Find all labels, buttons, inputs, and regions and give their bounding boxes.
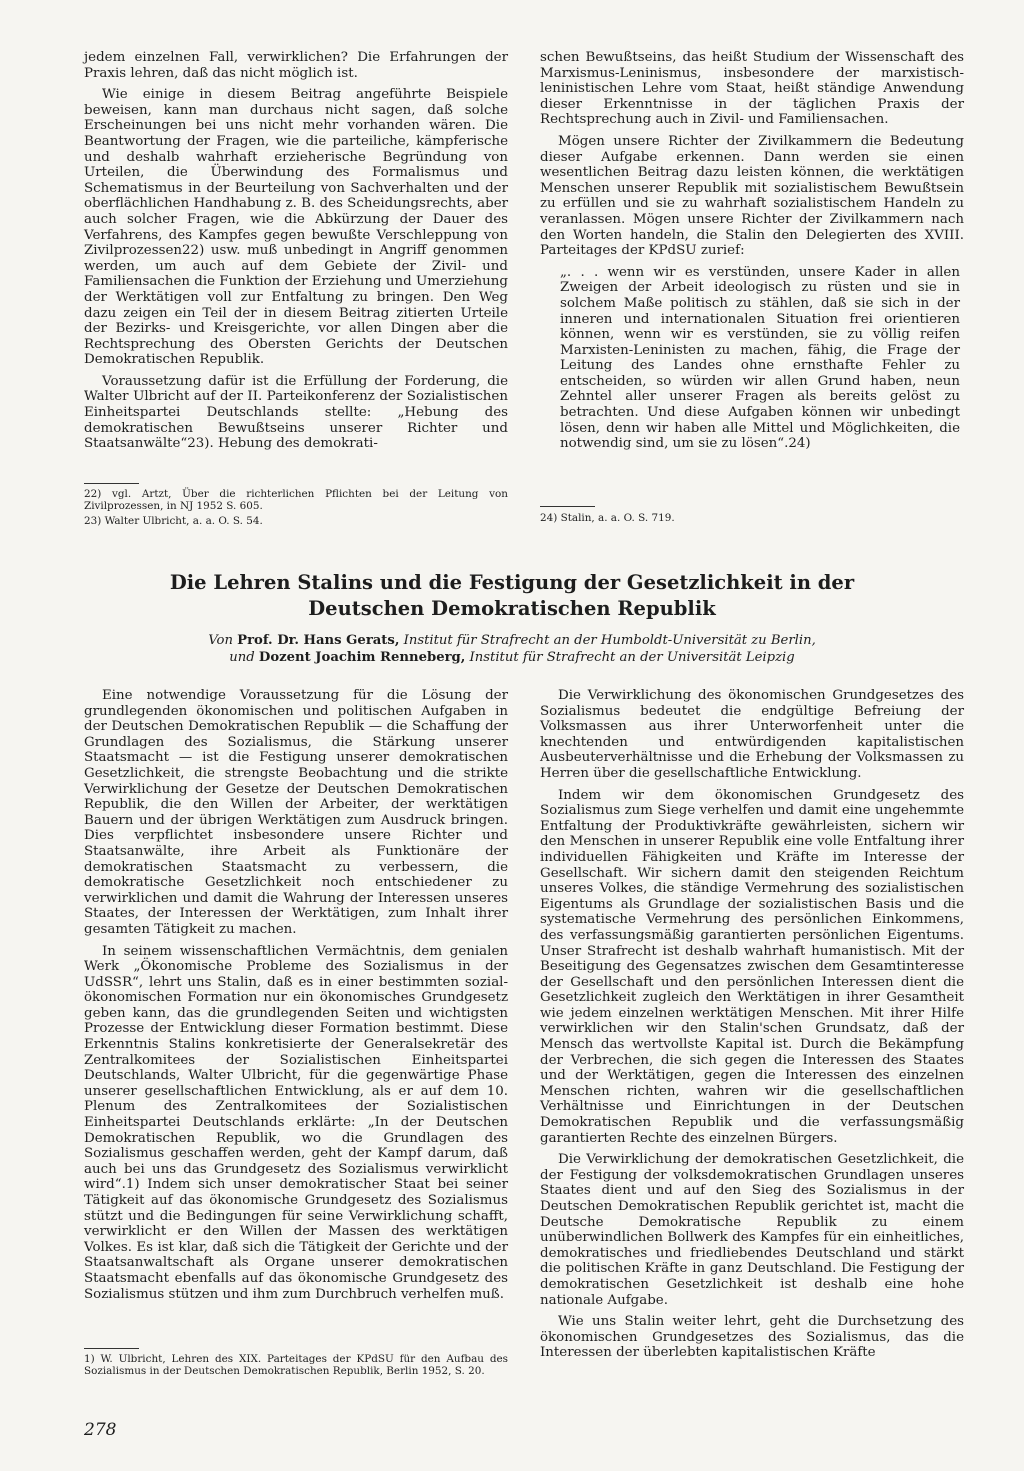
bottom-right-column [540, 688, 964, 1367]
paragraph: Voraussetzung dafür ist die Erfüllung der Forderung, die Walter Ulbricht auf der II. Parteikonferenz der Sozialistischen Einheitspartei Deutschlands stellte: „Hebung des demokratischen Bewußtseins unserer Richter und Staatsanwälte“23). Hebung des demokrati- [84, 373, 508, 452]
footnote-rule [540, 506, 595, 507]
article-title-line: Deutschen Demokratischen Republik [308, 597, 716, 620]
footnote-23: 23) Walter Ulbricht, a. a. O. S. 54. [84, 514, 263, 527]
paragraph: Eine notwendige Voraussetzung für die Lösung der grundlegenden ökonomischen und politischen Aufgaben in der Deutschen Demokratischen Republik — die Schaffung der Grundlagen des Sozialismus, die Stärkung unserer Staatsmacht — ist die Festigung unserer demokratischen Gesetzlichkeit, die strengste Beobachtung und die strikte Verwirklichung der Gesetze der Deutschen Demokratischen Republik, die den Willen der Arbeiter, der werktätigen Bauern und der übrigen Werktätigen zum Ausdruck bringen. Dies verpflichtet insbesondere unsere Richter und Staatsanwälte, ihre Arbeit als Funktionäre der demokratischen Staatsmacht zu verbessern, die demokratische Gesetzlichkeit noch entschiedener zu verwirklichen und damit die Wahrung der Interessen unseres Staates, der Interessen der Werktätigen, zum Inhalt ihrer gesamten Tätigkeit zu machen. [84, 688, 508, 937]
page-number: 278 [84, 1420, 117, 1440]
footnote-rule [84, 483, 139, 484]
top-left-footnotes [84, 488, 508, 529]
paragraph: In seinem wissenschaftlichen Vermächtnis, dem genialen Werk „Ökonomische Probleme des Sozialismus in der UdSSR“, lehrt uns Stalin, daß es in einer bestimmten sozial-ökonomischen Formation nur ein ökonomisches Grundgesetz geben kann, das die grundlegenden Seiten und wichtigsten Prozesse der Entwicklung dieser Formation bestimmt. Diese Erkenntnis Stalins konkretisierte der Generalsekretär des Zentralkomitees der Sozialistischen Einheitspartei Deutschlands, Walter Ulbricht, für die gegenwärtige Phase unserer gesellschaftlichen Entwicklung, als er auf dem 10. Plenum des Zentralkomitees der Sozialistischen Einheitspartei Deutschlands erklärte: „In der Deutschen Demokratischen Republik, wo die Grundlagen des Sozialismus geschaffen werden, geht der Kampf darum, daß auch bei uns das Grundgesetz des Sozialismus verwirklicht wird“.1) Indem sich unser demokratischer Staat bei seiner Tätigkeit auf das ökonomische Grundgesetz des Sozialismus stützt und die Bedingungen für seine Verwirklichung schafft, verwirklicht er den Willen der Massen des werktätigen Volkes. Es ist klar, daß sich die Tätigkeit der Gerichte und der Staatsanwaltschaft als Organe unserer demokratischen Staatsmacht ebenfalls auf das ökonomische Grundgesetz des Sozialismus stützen und ihm zum Durchbruch verhelfen muß. [84, 943, 508, 1302]
byline-line-2: und Dozent Joachim Renneberg, Institut für Strafrecht an der Universität Leipzig [229, 650, 795, 665]
paragraph: Wie uns Stalin weiter lehrt, geht die Durchsetzung des ökonomischen Grundgesetzes des Sozialismus, das die Interessen der überlebten kapitalistischen Kräfte [540, 1314, 964, 1361]
author-name: Dozent Joachim Renneberg, [258, 650, 466, 665]
paragraph: Mögen unsere Richter der Zivilkammern die Bedeutung dieser Aufgabe erkennen. Dann werden sie einen wesentlichen Beitrag dazu leisten können, die werktätigen Menschen unserer Republik mit sozialistischem Bewußtsein zu erfüllen und sie zu wahrhaft sozialistischem Handeln zu veranlassen. Mögen unsere Richter der Zivilkammern nach den Worten handeln, die Stalin den Delegierten des XVIII. Parteitages der KPdSU zurief: [540, 133, 964, 259]
author-name: Prof. Dr. Hans Gerats, [237, 633, 400, 648]
paragraph: Indem wir dem ökonomischen Grundgesetz des Sozialismus zum Siege verhelfen und damit eine ungehemmte Entfaltung der Produktivkräfte gewährleisten, sichern wir den Menschen in unserer Republik eine volle Entfaltung ihrer individuellen Fähigkeiten und Kräfte im Interesse der Gesellschaft. Wir sichern damit den steigenden Reichtum unseres Volkes, die ständige Vermehrung des sozialistischen Eigentums als Grundlage der sozialistischen Basis und die systematische Vermehrung des persönlichen Einkommens, des verfassungsmäßig garantierten persönlichen Eigentums. Unser Strafrecht ist deshalb wahrhaft humanistisch. Mit der Beseitigung des Gegensatzes zwischen dem Gesamtinteresse der Gesellschaft und den persönlichen Interessen dient die Gesetzlichkeit zugleich den Werktätigen in ihrer Gesamtheit wie jedem einzelnen werktätigen Menschen. Mit ihrer Hilfe verwirklichen wir den Stalin'schen Grundsatz, daß der Mensch das wertvollste Kapital ist. Durch die Bekämpfung der Verbrechen, die sich gegen die Interessen des Staates und der Werktätigen, gegen die Interessen des einzelnen Menschen richten, wahren wir die gesellschaftlichen Verhältnisse und Einrichtungen in der Deutschen Demokratischen Republik und die verfassungsmäßig garantierten Rechte des einzelnen Bürgers. [540, 787, 964, 1146]
footnote-22: 22) vgl. Artzt, Über die richterlichen Pflichten bei der Leitung von Zivilprozessen, in NJ 1952 S. 605. [84, 488, 508, 513]
paragraph: Wie einige in diesem Beitrag angeführte Beispiele beweisen, kann man durchaus nicht sagen, daß solche Erscheinungen bei uns nicht mehr vorhanden wären. Die Beantwortung der Fragen, wie die parteiliche, kämpferische und deshalb wahrhaft erzieherische Begründung von Urteilen, die Überwindung des Formalismus und Schematismus in der Beurteilung von Sachverhalten und der oberflächlichen Handhabung z. B. des Scheidungsrechts, aber auch solcher Fragen, wie die Abkürzung der Dauer des Verfahrens, des Kampfes gegen bewußte Verschleppung von Zivilprozessen22) usw. muß unbedingt in Angriff genommen werden, um auch auf dem Gebiete der Zivil- und Familiensachen die Funktion der Erziehung und Umerziehung der Werktätigen voll zur Entfaltung zu bringen. Den Weg dazu zeigen ein Teil der in diesem Beitrag zitierten Urteile der Bezirks- und Kreisgerichte, vor allen Dingen aber die Rechtsprechung des Obersten Gerichts der Deutschen Demokratischen Republik. [84, 87, 509, 368]
paragraph: jedem einzelnen Fall, verwirklichen? Die Erfahrungen der Praxis lehren, daß das nicht möglich ist. [84, 50, 508, 81]
article-byline [60, 632, 964, 666]
paragraph: Die Verwirklichung des ökonomischen Grundgesetzes des Sozialismus bedeutet die endgültige Befreiung der Volksmassen aus ihrer Unterworfenheit unter die knechtenden und entwürdigenden kapitalistischen Ausbeuterverhältnisse und die Erhebung der Volksmassen zu Herren über die gesellschaftliche Entwicklung. [540, 688, 964, 781]
byline-line-1: Von Prof. Dr. Hans Gerats, Institut für Strafrecht an der Humboldt-Universität zu Berlin, [208, 633, 816, 648]
paragraph: schen Bewußtseins, das heißt Studium der Wissenschaft des Marxismus-Leninismus, insbesondere der marxistisch-leninistischen Lehre vom Staat, heißt ständige Anwendung dieser Erkenntnisse in der täglichen Praxis der Rechtsprechung auch in Zivil- und Familiensachen. [540, 50, 964, 128]
top-right-footnotes [540, 512, 964, 526]
article-title-line: Die Lehren Stalins und die Festigung der Gesetzlichkeit in der [169, 571, 855, 594]
top-left-column [84, 50, 508, 458]
top-right-column [540, 50, 964, 456]
article-title [60, 570, 964, 622]
paragraph: Die Verwirklichung der demokratischen Gesetzlichkeit, die der Festigung der volksdemokratischen Grundlagen unseres Staates dient und auf den Sieg des Sozialismus in der Deutschen Demokratischen Republik gerichtet ist, macht die Deutsche Demokratische Republik zu einem unüberwindlichen Bollwerk des Kampfes für ein einheitliches, demokratisches und friedliebendes Deutschland und stärkt die politischen Kräfte in ganz Deutschland. Die Festigung der demokratischen Gesetzlichkeit ist deshalb eine hohe nationale Aufgabe. [540, 1152, 964, 1308]
bottom-left-column [84, 688, 508, 1308]
stalin-quote: „. . . wenn wir es verstünden, unsere Kader in allen Zweigen der Arbeit ideologisch zu rüsten und sie in solchem Maße politisch zu stählen, daß sie sich in der inneren und internationalen Situation frei orientieren können, wenn wir es verstünden, sie zu völlig reifen Marxisten-Leninisten zu machen, fähig, die Frage der Leitung des Landes ohne ernsthafte Fehler zu entscheiden, so würden wir allen Grund haben, neun Zehntel aller unserer Fragen als bereits gelöst zu betrachten. Und diese Aufgaben können wir unbedingt lösen, denn wir haben alle Mittel und Möglichkeiten, die notwendig sind, um sie zu lösen“.24) [560, 264, 960, 452]
footnote-rule [84, 1348, 139, 1349]
bottom-left-footnotes [84, 1353, 508, 1380]
footnote-1: 1) W. Ulbricht, Lehren des XIX. Parteitages der KPdSU für den Aufbau des Sozialismus in der Deutschen Demokratischen Republik, Berlin 1952, S. 20. [84, 1353, 508, 1378]
footnote-24: 24) Stalin, a. a. O. S. 719. [540, 512, 675, 524]
